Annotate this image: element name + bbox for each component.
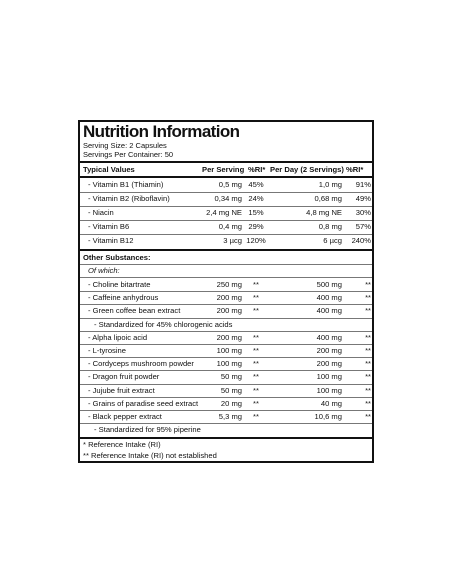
substance-row-per-day: 400 mg (316, 293, 342, 303)
substance-row-per-serving: 20 mg (220, 398, 242, 408)
substance-row-ri: ** (253, 293, 259, 303)
vitamin-row-ri: 15% (248, 208, 264, 217)
vitamin-row-per-serving: 2,4 mg NE (206, 208, 242, 217)
substance-row-per-serving: 200 mg (216, 332, 242, 342)
header-ri: %RI* (248, 165, 266, 174)
substance-row-ri: ** (253, 332, 259, 342)
substance-row-per-serving: 200 mg (216, 293, 242, 303)
substance-row-name: - Alpha lipoic acid (88, 332, 148, 342)
substance-row-per-day: 10,6 mg (314, 412, 342, 421)
of-which-label: Of which: (88, 266, 120, 275)
vitamin-row-ri-day: 91% (355, 180, 371, 189)
footnote-ri: * Reference Intake (RI) (83, 440, 161, 449)
header-typical-values: Typical Values (83, 165, 135, 174)
substance-row-ri-day: ** (365, 385, 371, 395)
substance-row-ri: ** (253, 359, 259, 369)
vitamin-row-per-day: 6 µcg (323, 236, 342, 245)
substance-row-name: - Black pepper extract (88, 412, 162, 421)
vitamin-row-per-day: 4,8 mg NE (306, 208, 342, 217)
substance-row-name: - L-tyrosine (88, 346, 126, 355)
substance-row-ri: ** (253, 412, 259, 421)
substance-row-per-serving: 250 mg (216, 280, 242, 289)
substance-row-per-serving: 50 mg (220, 385, 242, 395)
substance-row-per-serving: 100 mg (216, 346, 242, 355)
nutrition-panel (78, 120, 374, 463)
substance-row-per-day: 100 mg (316, 372, 342, 382)
substance-row-per-day: 200 mg (316, 359, 342, 369)
substance-row-ri: ** (253, 280, 259, 289)
substance-row-per-serving: 100 mg (216, 359, 242, 369)
substance-row-ri-day: ** (365, 372, 371, 382)
substance-row-note: - Standardized for 45% chlorogenic acids (94, 319, 233, 329)
substance-row-ri: ** (253, 398, 259, 408)
substance-row-name: - Caffeine anhydrous (88, 293, 159, 303)
substance-row-ri: ** (253, 346, 259, 355)
vitamin-row-ri-day: 57% (355, 222, 371, 231)
vitamins-top-rule (80, 176, 372, 178)
substance-row-per-day: 400 mg (316, 306, 342, 316)
substance-row-ri-day: ** (365, 346, 371, 355)
vitamin-row-name: - Vitamin B1 (Thiamin) (88, 180, 164, 189)
vitamin-row-name: - Vitamin B6 (88, 222, 130, 231)
substance-row-name: - Grains of paradise seed extract (88, 398, 199, 408)
substance-row-per-day: 100 mg (316, 385, 342, 395)
other-substances-rule (80, 249, 372, 251)
header-per-day: Per Day (2 Servings) (270, 165, 344, 174)
substance-row-ri-day: ** (365, 306, 371, 316)
substance-row-ri-day: ** (365, 412, 371, 421)
label-title: Nutrition Information (83, 122, 240, 141)
vitamin-row-per-day: 0,68 mg (314, 194, 342, 203)
substance-row-per-day: 500 mg (316, 280, 342, 289)
servings-per-container: Servings Per Container: 50 (83, 150, 174, 159)
serving-size: Serving Size: 2 Capsules (83, 141, 167, 150)
substance-row-ri-day: ** (365, 398, 371, 408)
substance-row-per-day: 40 mg (320, 398, 342, 408)
footnote-ri-not-established: ** Reference Intake (RI) not established (83, 451, 217, 460)
vitamin-row-name: - Vitamin B12 (88, 236, 134, 245)
substance-row-name: - Green coffee bean extract (88, 306, 181, 316)
substance-row-ri-day: ** (365, 280, 371, 289)
substance-row-per-serving: 5,3 mg (218, 412, 242, 421)
of-which-rule (80, 264, 372, 265)
vitamin-row-per-day: 0,8 mg (318, 222, 342, 231)
vitamin-row-per-serving: 0,5 mg (218, 180, 242, 189)
vitamin-row-ri-day: 30% (355, 208, 371, 217)
other-substances-heading: Other Substances: (83, 253, 151, 262)
substance-row-per-day: 200 mg (316, 346, 342, 355)
header-per-serving: Per Serving (202, 165, 245, 174)
substance-row-note: - Standardized for 95% piperine (94, 425, 201, 435)
vitamin-row-per-serving: 3 µcg (223, 236, 242, 245)
substance-row-ri: ** (253, 372, 259, 382)
substance-row-per-day: 400 mg (316, 332, 342, 342)
vitamin-row-ri: 120% (246, 236, 266, 245)
vitamin-row-ri: 24% (248, 194, 264, 203)
vitamin-row-ri: 45% (248, 180, 264, 189)
substance-row-ri-day: ** (365, 293, 371, 303)
substances-top-rule (80, 277, 372, 278)
substance-row-name: - Choline bitartrate (88, 280, 151, 289)
substance-row-per-serving: 200 mg (216, 306, 242, 316)
header-rule (80, 161, 372, 163)
vitamin-row-ri-day: 49% (355, 194, 371, 203)
vitamin-row-name: - Niacin (88, 208, 114, 217)
substance-row-name: - Jujube fruit extract (88, 385, 155, 395)
vitamin-row-per-serving: 0,34 mg (214, 194, 242, 203)
vitamin-row-ri: 29% (248, 222, 264, 231)
substance-row-name: - Cordyceps mushroom powder (88, 359, 194, 369)
vitamin-row-ri-day: 240% (351, 236, 371, 245)
substance-row-ri: ** (253, 306, 259, 316)
substance-row-ri-day: ** (365, 359, 371, 369)
vitamin-row-per-day: 1,0 mg (318, 180, 342, 189)
header-ri-day: %RI* (346, 165, 364, 174)
substance-row-ri: ** (253, 385, 259, 395)
substance-row-per-serving: 50 mg (220, 372, 242, 382)
footnote-rule (80, 437, 372, 439)
substance-row-ri-day: ** (365, 332, 371, 342)
substance-row-name: - Dragon fruit powder (88, 372, 160, 382)
vitamin-row-name: - Vitamin B2 (Riboflavin) (88, 194, 170, 203)
vitamin-row-per-serving: 0,4 mg (218, 222, 242, 231)
